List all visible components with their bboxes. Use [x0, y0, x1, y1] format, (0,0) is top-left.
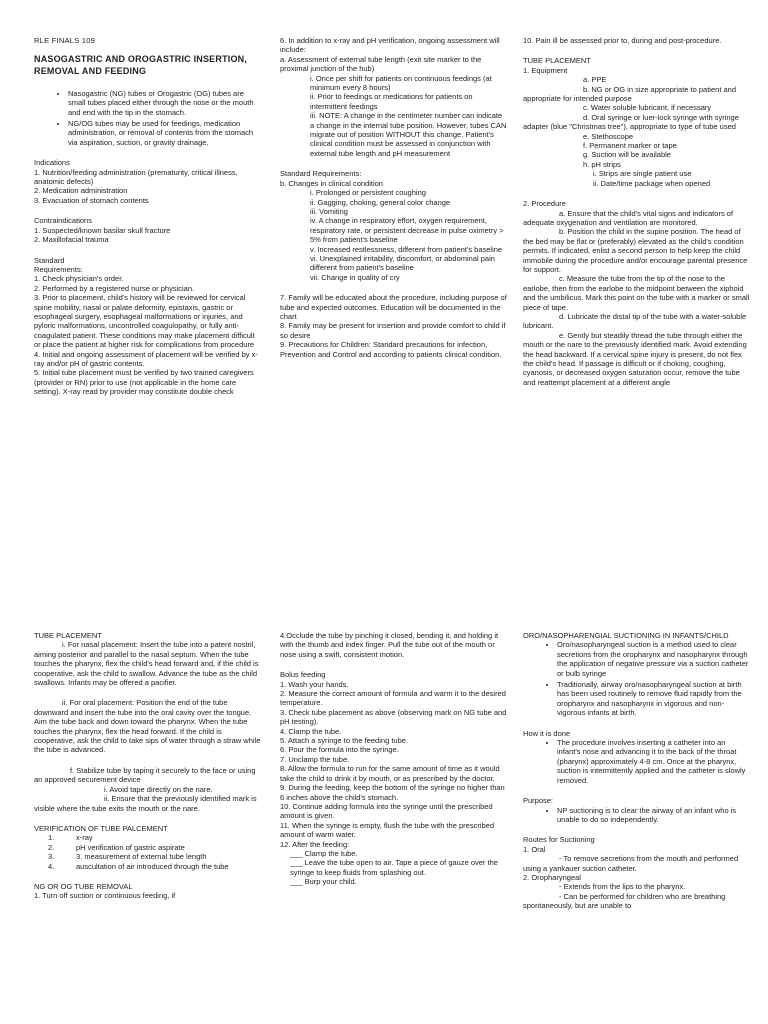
sub-item: vii. Change in quality of cry	[310, 272, 400, 282]
column-1	[34, 36, 262, 397]
removal-step: 1. Turn off suction or continuous feeding, if	[34, 891, 176, 901]
indication-item: 3. Evacuation of stomach contents	[34, 195, 149, 205]
bolus-step: 3. Check tube placement as above (observing mark on NG tube and pH testing).	[280, 707, 507, 727]
contraindications-title: Contraindications	[34, 216, 92, 226]
ph-strip-item: ii. Date/time package when opened	[593, 178, 711, 188]
verification-list	[34, 833, 262, 871]
occlude-step: 4.Occlude the tube by pinching it closed, bending it, and holding it with the thumb and index finger. Pull the tube out of the mouth or nose using a swift, consistent motion.	[280, 631, 499, 659]
ph-strip-item: i. Strips are single patient use	[593, 169, 692, 179]
how-title: How it is done	[523, 728, 571, 738]
equipment-item: d. Oral syringe or luer-lock syringe with syringe adapter (blue "Christmas tree"), appropriate to type of tube used	[523, 112, 739, 132]
sub-item: v. Increased restlessness, different from patient's baseline	[310, 244, 503, 254]
sub-item: iii. NOTE: A change in the centimeter number can indicate a change in the internal tube position. However, tubes CAN migrate out of position WITHOUT this change. Patient's clinical condition must be assessed in conjunction with external tube length and pH measurement	[310, 111, 507, 158]
tube-placement-title: TUBE PLACEMENT	[34, 631, 102, 640]
oropharyngeal-title: 2. Oropharyngeal	[523, 872, 581, 882]
equipment-item: a. PPE	[583, 75, 607, 85]
item-6-intro: 6. In addition to x-ray and pH verification, ongoing assessment will include:	[280, 36, 500, 55]
oropharyngeal-text: - Extends from the lips to the pharynx.	[559, 882, 686, 892]
column-2	[280, 36, 508, 359]
numbered-item: 8. Family may be present for insertion and provide comfort to child if so desire	[280, 321, 506, 340]
bolus-step: ___ Burp your child.	[290, 877, 357, 887]
standard-requirements-title: Standard Requirements:	[34, 255, 83, 274]
bolus-step: 8. Allow the formula to run for the same amount of time as it would take the child to drink it by mouth, or as prescribed by the doctor.	[280, 764, 500, 783]
stabilize-item: i. Avoid tape directly on the nare.	[104, 784, 213, 794]
routes-title: Routes for Suctioning	[523, 835, 595, 845]
suctioning-title: ORO/NASOPHARENGIAL SUCTIONING IN INFANTS/CHILD	[523, 631, 729, 640]
numbered-item: 9. Precautions for Children: Standard precautions for infection, Prevention and Control and according to patients clinical condition.	[280, 340, 502, 359]
sub-item: iv. A change in respiratory effort, oxygen requirement, respiratory rate, or persistent decrease in pulse oximetry > 5% from patient's baseline	[310, 216, 504, 245]
oral-route-title: 1. Oral	[523, 844, 546, 854]
contraindication-item: 1. Suspected/known basilar skull fracture	[34, 225, 171, 235]
how-bullets	[523, 738, 751, 785]
document-title: NASOGASTRIC AND OROGASTRIC INSERTION, REMOVAL AND FEEDING	[34, 54, 248, 76]
standard-item: 4. Initial and ongoing assessment of placement will be verified by x-ray and/or pH of gastric contents.	[34, 349, 258, 368]
sub-item: i. Once per shift for patients on continuous feedings (at minimum every 8 hours)	[310, 73, 492, 93]
sub-item: ii. Prior to feedings or medications for patients on intermittent feedings	[310, 92, 473, 111]
equipment-item: e. Stethoscope	[583, 131, 634, 141]
sub-item: ii. Gagging, choking, general color change	[310, 197, 451, 207]
procedure-step: c. Measure the tube from the tip of the nose to the earlobe, then from the earlobe to the midpoint between the xiphoid and the umbilicus. Mark this point on the tube with a marker or small piece of tape.	[523, 274, 750, 312]
procedure-step: a. Ensure that the child's vital signs and indicators of adequate oxygenation and ventilation are monitored.	[523, 208, 734, 227]
nasal-placement: i. For nasal placement: Insert the tube into a patent nostril, aiming posterior and parallel to the nasal septum. When the tube touches the pharynx, flex the child's head forward and, if the child is cooperative, ask the child to swallow. Advance the tube as the child swallows. Infants may be offered a pacifier.	[34, 640, 259, 688]
list-item: 1. x-ray	[48, 833, 93, 843]
numbered-item: 7. Family will be educated about the procedure, including purpose of tube and expected outcomes. Education will be documented in the chart	[280, 293, 507, 321]
equipment-item: g. Suction will be available	[583, 150, 671, 160]
purpose-bullets	[523, 806, 751, 825]
stabilize-item: ii. Ensure that the previously identified mark is visible where the tube exits the mouth or the nare.	[34, 794, 257, 813]
equipment-item: h. pH strips	[583, 159, 621, 169]
bolus-step: 1. Wash your hands.	[280, 679, 349, 689]
list-item: 2. pH verification of gastric aspirate	[48, 842, 185, 852]
page-bottom	[0, 612, 768, 1024]
standard-item: 5. Initial tube placement must be verified by two trained caregivers (provider or RN) prior to use (not applicable in the home care setting). X-ray read by provider may constitute double check	[34, 368, 254, 397]
indications-title: Indications	[34, 158, 70, 168]
intro-bullets	[34, 89, 262, 147]
list-item: 4. auscultation of air introduced through the tube	[48, 861, 229, 871]
purpose-title: Purpose:	[523, 796, 554, 806]
bolus-step: 5. Attach a syringe to the feeding tube.	[280, 736, 409, 746]
sub-item: vi. Unexplained irritability, discomfort, or abdominal pain different from patient's baseline	[310, 253, 495, 273]
bolus-step: 11. When the syringe is empty, flush the tube with the prescribed amount of warm water.	[280, 820, 494, 840]
oral-placement: ii. For oral placement: Position the end of the tube downward and insert the tube into the oral cavity over the tongue. Aim the tube back and down toward the pharynx. When the tube touches the pharynx, flex the head forward. If the child is cooperative, ask the child to take sips of water through a straw while the tube is advanced.	[34, 698, 261, 755]
bullet-item: • The procedure involves inserting a catheter into an infant's nose and advancing it to the back of the throat (pharynx) approximately 4-8 cm. Once at the pharynx, suction is intermittently applied and the catheter is slowly removed.	[557, 738, 751, 785]
item-6a: a. Assessment of external tube length (exit site marker to the proximal junction of the hub)	[280, 54, 482, 74]
bolus-step: 12. After the feeding:	[280, 839, 350, 849]
procedure-title: 2. Procedure	[523, 199, 566, 209]
column-1	[34, 631, 262, 901]
column-2	[280, 631, 508, 887]
bolus-step: ___ Leave the tube open to air. Tape a piece of gauze over the syringe to keep fluids from splashing out.	[290, 858, 498, 877]
column-3	[523, 36, 751, 387]
bolus-step: 9. During the feeding, keep the bottom of the syringe no higher than 6 inches above the child's stomach.	[280, 783, 505, 802]
bullet-item: • NP suctioning is to clear the airway of an infant who is unable to do so independently.	[557, 806, 751, 825]
suction-bullets	[523, 640, 751, 717]
procedure-step: e. Gently but steadily thread the tube through either the mouth or the nare to the previously identified mark. Avoid extending the head backward. If a cervical spine injury is present, do not flex the child's head. If passage is difficult or if choking, coughing, cyanosis, or decreased oxygen saturation occur, remove the tube and reattempt placement at a different angle	[523, 330, 747, 387]
changes-title: b. Changes in clinical condition	[280, 178, 383, 188]
equipment-item: b. NG or OG in size appropriate to patient and appropriate for intended purpose	[523, 84, 736, 104]
procedure-step: d. Lubricate the distal tip of the tube with a water-soluble lubricant.	[523, 311, 747, 331]
bolus-step: ___ Clamp the tube.	[290, 848, 358, 858]
procedure-step: b. Position the child in the supine position. The head of the bed may be flat or (preferably) elevated as the child's condition permits. If indicated, enlist a second person to help keep the child immobile during the procedure and/or encourage parental presence for support.	[523, 227, 748, 274]
bullet-item: • NG/OG tubes may be used for feedings, medication administration, or removal of contents from the stomach via aspiration, suction, or gravity drainage.	[68, 119, 262, 147]
contraindication-item: 2. Maxillofacial trauma	[34, 235, 109, 245]
standard-requirements-title: Standard Requirements:	[280, 169, 362, 179]
column-3	[523, 631, 751, 911]
oral-route-text: - To remove secretions from the mouth and performed using a yankauer suction catheter.	[523, 854, 739, 873]
indication-item: 1. Nutrition/feeding administration (prematurity, critical illness, anatomic defects)	[34, 167, 238, 187]
bullet-item: • Traditionally, airway oro/nasopharyngeal suction at birth has been used routinely to remove fluid rapidly from the oropharynx and nasopharynx in vigorous and non-vigorous infants at birth.	[557, 680, 751, 718]
bolus-title: Bolus feeding	[280, 670, 326, 680]
tube-placement-title: TUBE PLACEMENT	[523, 56, 591, 66]
bolus-step: 6. Pour the formula into the syringe.	[280, 745, 399, 755]
bullet-item: • Oro/nasopharyngeal suction is a method used to clear secretions from the oropharynx and nasopharynx through the application of negative pressure via a suction catheter or bulb syringe	[557, 640, 751, 678]
bolus-step: 10. Continue adding formula into the syringe until the prescribed amount is given.	[280, 801, 493, 821]
verification-title: VERIFICATION OF TUBE PALCEMENT	[34, 823, 168, 833]
removal-title: NG OR OG TUBE REMOVAL	[34, 881, 133, 891]
bolus-step: 2. Measure the correct amount of formula and warm it to the desired temperature.	[280, 689, 506, 708]
indication-item: 2. Medication administration	[34, 186, 128, 196]
equipment-item: c. Water soluble lubricant, if necessary	[583, 103, 712, 113]
standard-item: 1. Check physician's order.	[34, 274, 124, 284]
item-10: 10. Pain ill be assessed prior to, during and post-procedure.	[523, 36, 722, 45]
standard-item: 3. Prior to placement, child's history will be reviewed for cervical spine mobility, nasal or palate deformity, epistaxis, gastric or esophageal surgery, esophageal malformations or injuries, and pyloric malformations, uncontrolled coagulopathy, or fully anti-coagulated patient. These conditions may make placement difficult or place the patient at higher risk for complications from procedure	[34, 293, 255, 350]
bolus-step: 7. Unclamp the tube.	[280, 754, 350, 764]
course-header: RLE FINALS 109	[34, 36, 96, 45]
oropharyngeal-text: - Can be performed for children who are breathing spontaneously, but are unable to	[523, 891, 726, 911]
equipment-item: f. Permanent marker or tape	[583, 141, 677, 151]
stabilize-tube: f. Stabilize tube by taping it securely to the face or using an approved securement device	[34, 765, 256, 785]
bullet-item: • Nasogastric (NG) tubes or Orogastric (OG) tubes are small tubes placed either through the nose or the mouth and end with the tip in the stomach.	[68, 89, 262, 117]
sub-item: i. Prolonged or persistent coughing	[310, 188, 426, 198]
bolus-step: 4. Clamp the tube.	[280, 726, 342, 736]
standard-item: 2. Performed by a registered nurse or physician.	[34, 283, 195, 293]
list-item: 3. 3. measurement of external tube length	[48, 852, 207, 862]
equipment-title: 1. Equipment	[523, 65, 568, 75]
sub-item: iii. Vomiting	[310, 206, 348, 216]
